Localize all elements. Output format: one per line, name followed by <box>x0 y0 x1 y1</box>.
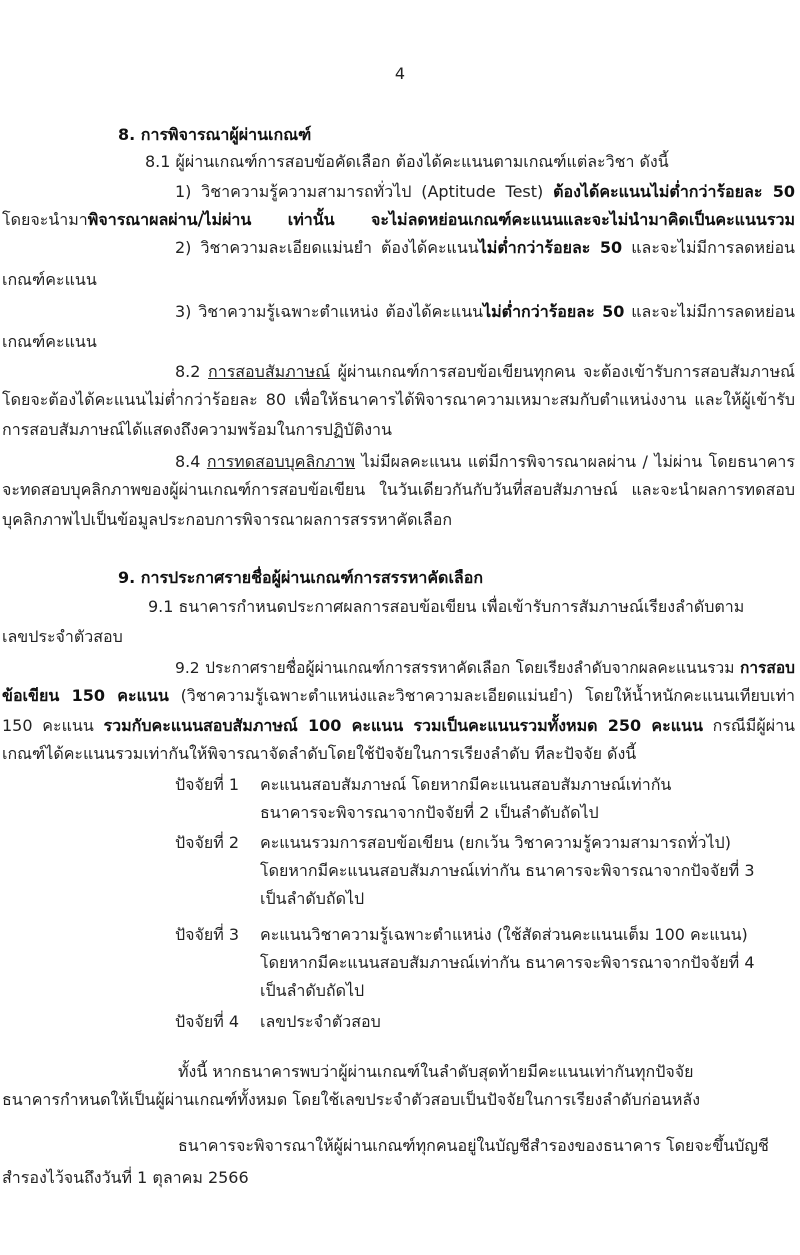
text-segment: 9.1 ธนาคารกำหนดประกาศผลการสอบข้อเขียน เพื่อเข้ารับการสัมภาษณ์เรียงลำดับตาม <box>148 597 745 616</box>
text-segment: ธนาคารจะพิจารณาจากปัจจัยที่ 2 เป็นลำดับถัดไป <box>260 803 599 822</box>
text-segment: และจะไม่มีการลดหย่อน <box>624 302 795 321</box>
text-segment: โดยหากมีคะแนนสอบสัมภาษณ์เท่ากัน ธนาคารจะพิจารณาจากปัจจัยที่ 3 <box>260 861 755 880</box>
text-segment: 8.4 <box>175 452 207 471</box>
section-8-heading <box>118 124 311 146</box>
paragraph-line <box>175 237 795 259</box>
paragraph-line <box>148 596 744 618</box>
bold-text: ไม่ต่ำกว่าร้อยละ 50 <box>478 238 623 257</box>
factor-label <box>175 924 239 946</box>
text-segment: 9.2 ประกาศรายชื่อผู้ผ่านเกณฑ์การสรรหาคัดเลือก โดยเรียงลำดับจากผลคะแนนรวม <box>175 659 740 677</box>
paragraph-line <box>175 181 795 203</box>
factor-text <box>260 774 671 796</box>
bold-text: 8. การพิจารณาผู้ผ่านเกณฑ์ <box>118 125 312 144</box>
paragraph-line <box>2 209 795 231</box>
bold-text: ต้องได้คะแนนไม่ต่ำกว่าร้อยละ 50 <box>553 182 795 201</box>
factor-label <box>175 1011 239 1033</box>
text-segment: คะแนนรวมการสอบข้อเขียน (ยกเว้น วิชาความรู้ความสามารถทั่วไป) <box>260 833 731 852</box>
text-segment: เกณฑ์คะแนน <box>2 270 97 289</box>
text-segment: ปัจจัยที่ 2 <box>175 833 240 852</box>
text-segment: และจะไม่มีการลดหย่อน <box>622 238 795 257</box>
paragraph-line <box>2 743 636 765</box>
bold-text: 9. การประกาศรายชื่อผู้ผ่านเกณฑ์การสรรหาคัดเลือก <box>118 568 484 587</box>
paragraph-line <box>2 479 795 501</box>
text-segment: การสอบสัมภาษณ์ได้แสดงถึงความพร้อมในการปฏิบัติงาน <box>2 420 392 439</box>
text-segment: โดยหากมีคะแนนสอบสัมภาษณ์เท่ากัน ธนาคารจะพิจารณาจากปัจจัยที่ 4 <box>260 953 755 972</box>
factor-label <box>175 774 239 796</box>
text-segment: คะแนนวิชาความรู้เฉพาะตำแหน่ง (ใช้สัดส่วนคะแนนเต็ม 100 คะแนน) <box>260 925 748 944</box>
paragraph-line <box>2 1167 249 1189</box>
factor-text <box>260 1011 381 1033</box>
text-segment: 8.1 ผู้ผ่านเกณฑ์การสอบข้อคัดเลือก ต้องได้คะแนนตามเกณฑ์แต่ละวิชา ดังนี้ <box>145 152 669 171</box>
text-segment: ธนาคารจะพิจารณาให้ผู้ผ่านเกณฑ์ทุกคนอยู่ในบัญชีสำรองของธนาคาร โดยจะขึ้นบัญชี <box>178 1136 769 1155</box>
factor-label <box>175 832 239 854</box>
underlined-heading: การสอบสัมภาษณ์ <box>208 362 331 381</box>
paragraph-line <box>178 1135 769 1157</box>
text-segment: เป็นลำดับถัดไป <box>260 981 365 1000</box>
page-number: 4 <box>394 64 406 83</box>
factor-text <box>260 952 755 974</box>
text-segment: 8.2 <box>175 362 209 381</box>
text-segment: โดยจะนำมา <box>2 210 88 229</box>
text-segment: บุคลิกภาพไปเป็นข้อมูลประกอบการพิจารณาผลการสรรหาคัดเลือก <box>2 510 453 529</box>
factor-text <box>260 802 599 824</box>
bold-text: พิจารณาผลผ่าน/ไม่ผ่าน เท่านั้น จะไม่ลดหย่อนเกณฑ์คะแนนและจะไม่นำมาคิดเป็นคะแนนรวม <box>87 210 795 229</box>
bold-text: การสอบ <box>739 659 795 677</box>
text-segment: ไม่มีผลคะแนน แต่มีการพิจารณาผลผ่าน / ไม่ผ่าน โดยธนาคาร <box>355 452 795 471</box>
bold-text: รวมกับคะแนนสอบสัมภาษณ์ 100 คะแนน รวมเป็นคะแนนรวมทั้งหมด 250 คะแนน <box>103 716 703 735</box>
bold-text: ไม่ต่ำกว่าร้อยละ 50 <box>483 302 625 321</box>
text-segment: (วิชาความรู้เฉพาะตำแหน่งและวิชาความละเอียดแม่นยำ) โดยให้น้ำหนักคะแนนเทียบเท่า <box>168 686 795 705</box>
underlined-heading: การทดสอบบุคลิกภาพ <box>206 452 356 471</box>
paragraph-line <box>2 419 392 441</box>
text-segment: สำรองไว้จนถึงวันที่ 1 ตุลาคม 2566 <box>2 1168 249 1187</box>
paragraph-line <box>2 715 795 737</box>
paragraph-line <box>175 301 795 323</box>
text-segment: ธนาคารกำหนดให้เป็นผู้ผ่านเกณฑ์ทั้งหมด โดยใช้เลขประจำตัวสอบเป็นปัจจัยในการเรียงลำดับก่อนหลัง <box>2 1090 701 1109</box>
text-segment: ผู้ผ่านเกณฑ์การสอบข้อเขียนทุกคน จะต้องเข้ารับการสอบสัมภาษณ์ <box>330 362 796 381</box>
paragraph-line <box>2 389 795 411</box>
paragraph-line <box>2 626 123 648</box>
paragraph-line <box>175 361 795 383</box>
paragraph-line <box>175 451 795 473</box>
text-segment: จะทดสอบบุคลิกภาพของผู้ผ่านเกณฑ์การสอบข้อเขียน ในวันเดียวกันกับวันที่สอบสัมภาษณ์ และจะนำผลการทดสอบ <box>2 480 795 499</box>
bold-text: ข้อเขียน 150 คะแนน <box>2 686 169 705</box>
text-segment: โดยจะต้องได้คะแนนไม่ต่ำกว่าร้อยละ 80 เพื่อให้ธนาคารได้พิจารณาความเหมาะสมกับตำแหน่งงาน และให้ผู้เข้ารับ <box>2 390 795 409</box>
factor-text <box>260 980 364 1002</box>
paragraph-line <box>2 269 97 291</box>
text-segment: กรณีมีผู้ผ่าน <box>702 716 795 735</box>
paragraph-line <box>2 509 452 531</box>
text-segment: เกณฑ์ได้คะแนนรวมเท่ากันให้พิจารณาจัดลำดับโดยใช้ปัจจัยในการเรียงลำดับ ทีละปัจจัย ดังนี้ <box>2 744 637 763</box>
text-segment: เลขประจำตัวสอบ <box>2 627 123 646</box>
text-segment: เลขประจำตัวสอบ <box>260 1012 381 1031</box>
text-segment: 150 คะแนน <box>2 716 104 735</box>
text-segment: 1) วิชาความรู้ความสามารถทั่วไป (Aptitude Test) <box>175 182 554 201</box>
paragraph-line <box>2 331 97 353</box>
text-segment: 3) วิชาความรู้เฉพาะตำแหน่ง ต้องได้คะแนน <box>175 302 484 321</box>
factor-text <box>260 832 731 854</box>
text-segment: เป็นลำดับถัดไป <box>260 889 365 908</box>
text-segment: ปัจจัยที่ 4 <box>175 1012 240 1031</box>
paragraph-line <box>2 1089 700 1111</box>
paragraph-line <box>178 1061 694 1083</box>
text-segment: 2) วิชาความละเอียดแม่นยำ ต้องได้คะแนน <box>175 238 479 257</box>
text-segment: ปัจจัยที่ 1 <box>175 775 240 794</box>
text-segment: ทั้งนี้ หากธนาคารพบว่าผู้ผ่านเกณฑ์ในลำดับสุดท้ายมีคะแนนเท่ากันทุกปัจจัย <box>178 1062 694 1081</box>
section-9-heading <box>118 567 483 589</box>
factor-text <box>260 888 364 910</box>
factor-text <box>260 860 755 882</box>
text-segment: เกณฑ์คะแนน <box>2 332 97 351</box>
paragraph-line <box>145 151 669 173</box>
paragraph-line <box>175 657 795 679</box>
factor-text <box>260 924 748 946</box>
text-segment: ปัจจัยที่ 3 <box>175 925 240 944</box>
text-segment: คะแนนสอบสัมภาษณ์ โดยหากมีคะแนนสอบสัมภาษณ์เท่ากัน <box>260 775 672 794</box>
paragraph-line <box>2 685 795 707</box>
